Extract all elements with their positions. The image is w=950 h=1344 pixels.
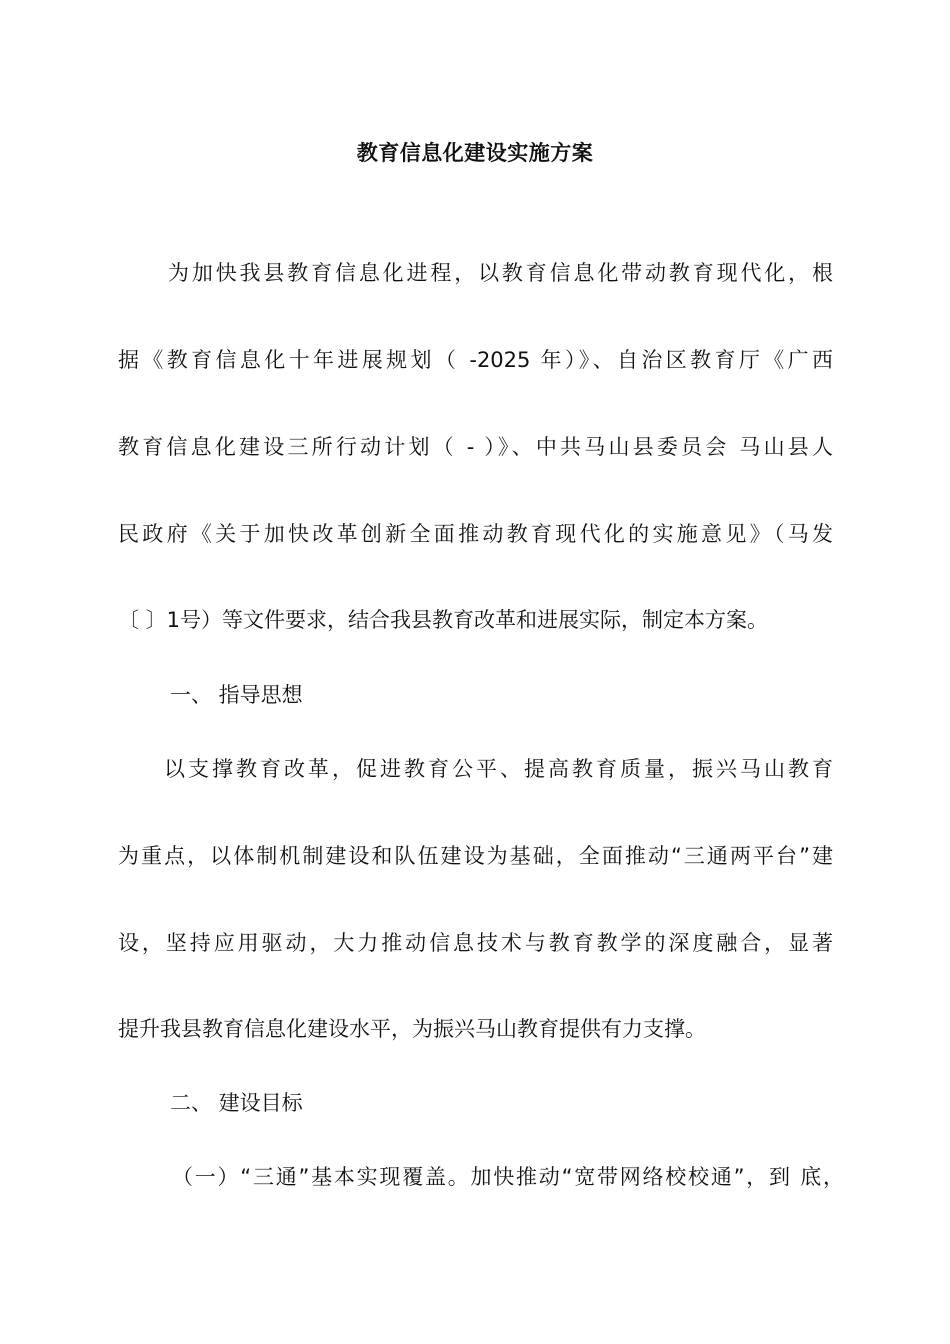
section-heading-guiding-thought: 一、 指导思想 (170, 683, 303, 707)
paragraph-line: 据《教育信息化十年进展规划（ -2025 年）》、自治区教育厅《广西 (118, 348, 833, 372)
paragraph-line: 为重点，以体制机制建设和队伍建设为基础，全面推动“三通两平台”建 (118, 844, 833, 868)
paragraph-line: 提升我县教育信息化建设水平，为振兴马山教育提供有力支撑。 (118, 1017, 706, 1041)
section-heading-construction-goals: 二、 建设目标 (170, 1091, 303, 1115)
paragraph-line: 〔 〕1号）等文件要求，结合我县教育改革和进展实际，制定本方案。 (118, 608, 769, 632)
paragraph-line: 设，坚持应用驱动，大力推动信息技术与教育教学的深度融合，显著 (118, 931, 833, 955)
paragraph-line: 以支撑教育改革，促进教育公平、提高教育质量，振兴马山教育 (164, 757, 833, 781)
paragraph-line: 民政府《关于加快改革创新全面推动教育现代化的实施意见》（马发 (118, 522, 833, 546)
paragraph-line: （一）“三通”基本实现覆盖。加快推动“宽带网络校校通”，到 底， (172, 1165, 844, 1189)
paragraph-line: 为加快我县教育信息化进程，以教育信息化带动教育现代化，根 (168, 261, 833, 285)
document-title: 教育信息化建设实施方案 (356, 141, 594, 165)
paragraph-line: 教育信息化建设三所行动计划（ - ）》、中共马山县委员会 马山县人 (118, 435, 833, 459)
